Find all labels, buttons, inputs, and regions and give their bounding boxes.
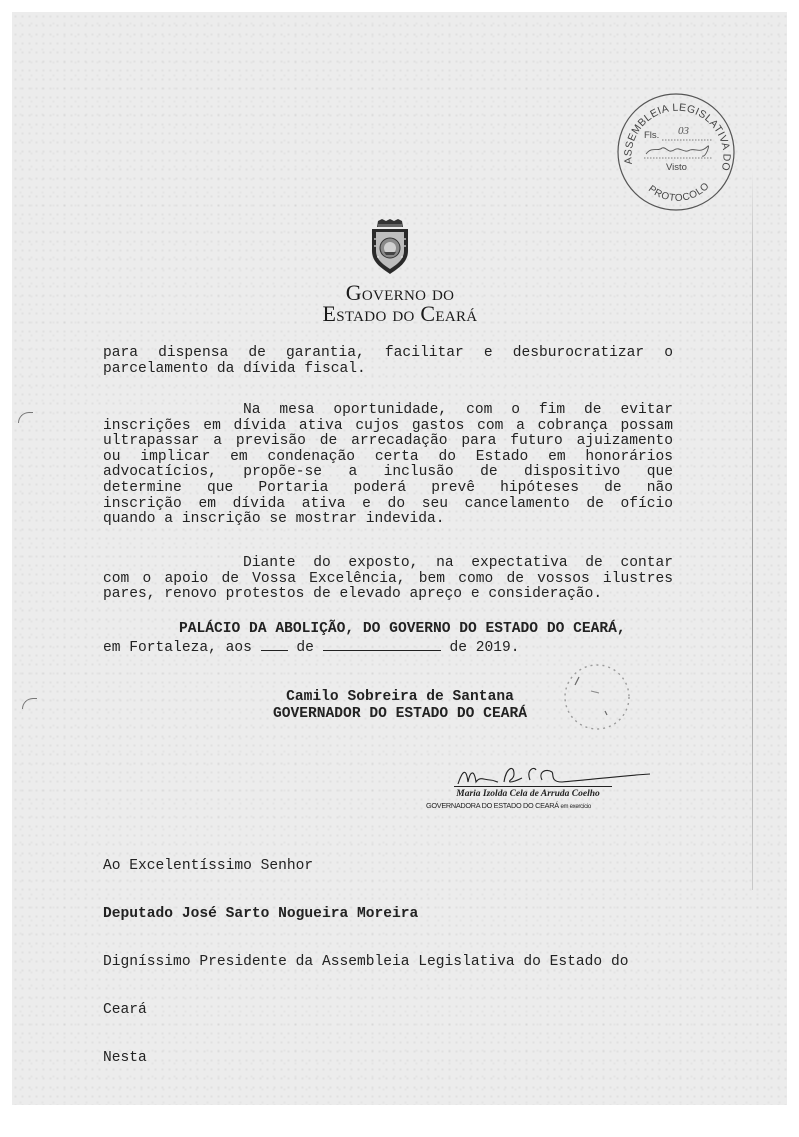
text-line: ultrapassar a previsão de arrecadação para futuro ajuizamento (103, 433, 673, 450)
stamp-fls-label: Fls. (644, 130, 660, 141)
text-line: determine que Portaria poderá prevê hipóteses de não (103, 479, 673, 496)
text-line: advocatícios, propõe-se a inclusão de dispositivo que (103, 464, 673, 481)
month-blank[interactable] (323, 638, 441, 651)
stamp-arc-text: ASSEMBLEIA LEGISLATIVA DO (622, 101, 733, 173)
stamp-fls-value: 03 (678, 125, 689, 137)
text-line: parcelamento da dívida fiscal. (103, 360, 366, 377)
state-coat-of-arms-icon (369, 219, 411, 275)
scan-fold-line (752, 170, 753, 890)
date-line (103, 638, 673, 654)
signer-title: GOVERNADOR DO ESTADO DO CEARÁ (273, 706, 527, 722)
protocol-stamp (612, 90, 740, 214)
government-letterhead (300, 282, 500, 324)
place-line: PALÁCIO DA ABOLIÇÃO, DO GOVERNO DO ESTADO DO CEARÁ, (179, 621, 626, 637)
signer2-name: Maria Izolda Cela de Arruda Coelho (456, 789, 600, 799)
paragraph-3 (103, 556, 673, 603)
text-line: quando a inscrição se mostrar indevida. (103, 511, 445, 528)
text-line: Diante do exposto, na expectativa de contar (243, 555, 673, 571)
date-mid: de (296, 639, 314, 656)
handwritten-signature (458, 768, 650, 784)
faded-seal-icon (555, 655, 637, 735)
text-line: inscrição em dívida ativa e do seu cancelamento de ofício (103, 495, 673, 512)
addressee-salutation: Ao Excelentíssimo Senhor (103, 858, 314, 874)
addressee-name: Deputado José Sarto Nogueira Moreira (103, 906, 419, 922)
addressee-block (103, 826, 673, 1082)
text-line: para dispensa de garantia, facilitar e desburocratizar o (103, 345, 673, 361)
text-line: Na mesa oportunidade, com o fim de evitar (243, 402, 673, 418)
signer-name: Camilo Sobreira de Santana (286, 689, 514, 705)
letterhead-line-2: Estado do Ceará (322, 301, 478, 326)
text-line: com o apoio de Vossa Excelência, bem como de vossos ilustres (103, 570, 673, 587)
svg-text:PROTOCOLO (646, 181, 712, 204)
addressee-location: Nesta (103, 1050, 147, 1066)
text-line: pares, renovo protestos de elevado apreço e consideração. (103, 586, 603, 603)
letterhead-line-1: Governo do (345, 280, 455, 305)
paragraph-2 (103, 403, 673, 528)
addressee-title-cont: Ceará (103, 1002, 147, 1018)
date-prefix: em Fortaleza, aos (103, 639, 252, 656)
place-date (103, 621, 673, 656)
signer2-role-suffix: em exercício (560, 804, 591, 810)
signer2-role-title: GOVERNADORA DO ESTADO DO CEARÁ (426, 801, 559, 810)
addressee-title: Digníssimo Presidente da Assembleia Legislativa do Estado do (103, 954, 629, 970)
stamp-handwritten-initials (646, 146, 709, 156)
signature-block (240, 689, 560, 723)
stamp-bottom-text: PROTOCOLO (646, 180, 712, 205)
paragraph-1 (103, 346, 673, 377)
handwritten-signature-block (418, 752, 658, 822)
signer2-role (426, 801, 646, 810)
text-line: inscrições em dívida ativa cujos gastos com a cobrança possam (103, 417, 673, 434)
date-suffix: de 2019. (449, 639, 520, 656)
signature-line (454, 786, 612, 787)
day-blank[interactable] (261, 638, 288, 651)
text-line: ou implicar em condenação certa do Estado em honorários (103, 448, 673, 465)
svg-text:ASSEMBLEIA LEGISLATIVA DO CEAR (612, 90, 732, 172)
stamp-visto-label: Visto (666, 162, 687, 173)
